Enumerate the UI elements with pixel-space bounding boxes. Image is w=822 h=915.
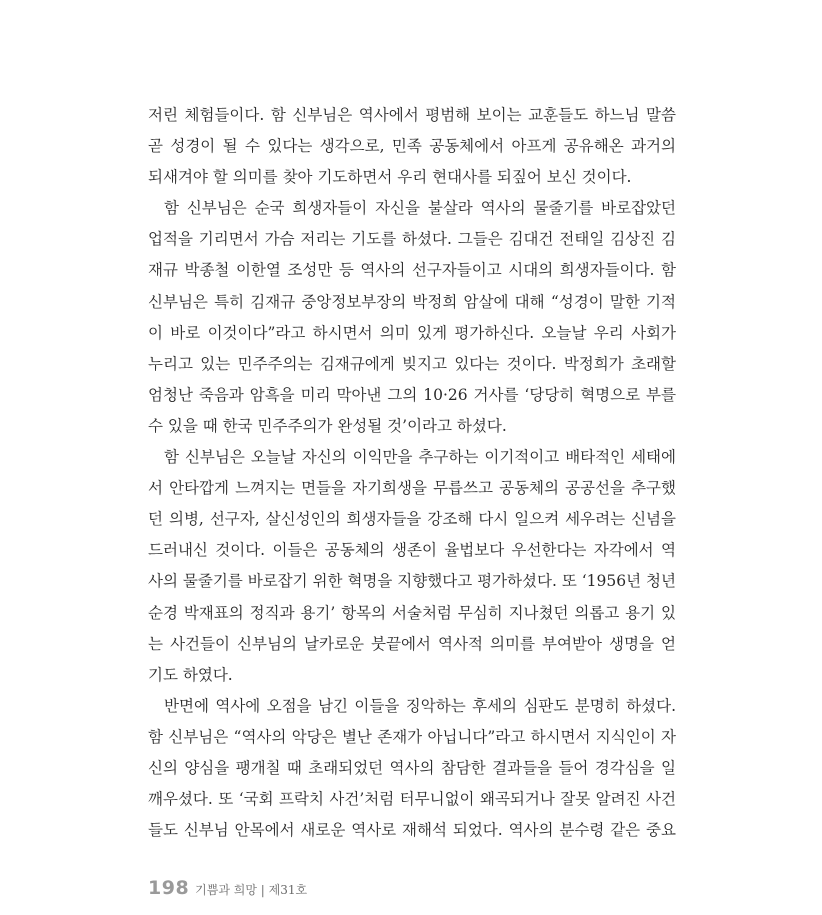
text-line: 함 신부님은 “역사의 악당은 별난 존재가 아닙니다”라고 하시면서 지식인이 자 [148,727,676,746]
body-text [148,100,676,846]
text-line: 수 있을 때 한국 민주주의가 완성될 것’이라고 하셨다. [148,416,507,435]
running-title: 기쁨과 희망 | 제31호 [195,883,308,897]
text-line: 누리고 있는 민주주의는 김재규에게 빚지고 있다는 것이다. 박정희가 초래할 [148,354,676,373]
text-line: 업적을 기리면서 가슴 저리는 기도를 하셨다. 그들은 김대건 전태일 김상진 김 [148,230,676,249]
text-line: 함 신부님은 순국 희생자들이 자신을 불살라 역사의 물줄기를 바로잡았던 [164,199,676,218]
text-line: 서 안타깝게 느껴지는 면들을 자기희생을 무릅쓰고 공동체의 공공선을 추구했 [148,479,676,498]
paragraph [148,691,676,846]
text-line: 던 의병, 선구자, 살신성인의 희생자들을 강조해 다시 일으켜 세우려는 신념을 [148,510,676,529]
text-line: 드러내신 것이다. 이들은 공동체의 생존이 율법보다 우선한다는 자각에서 역 [148,541,676,560]
page-number: 198 [148,877,190,899]
text-line: 되새겨야 할 의미를 찾아 기도하면서 우리 현대사를 되짚어 보신 것이다. [148,168,632,187]
text-line: 순경 박재표의 정직과 용기’ 항목의 서술처럼 무심히 지나쳤던 의롭고 용기 있 [148,603,676,622]
text-line: 신의 양심을 팽개칠 때 초래되었던 역사의 참담한 결과들을 들어 경각심을 일 [148,758,676,777]
page-footer [148,877,307,901]
paragraph [148,100,676,193]
text-line: 이 바로 이것이다”라고 하시면서 의미 있게 평가하신다. 오늘날 우리 사회가 [148,323,676,342]
text-line: 사의 물줄기를 바로잡기 위한 혁명을 지향했다고 평가하셨다. 또 ‘1956년 청년 [148,572,676,591]
text-line: 곧 성경이 될 수 있다는 생각으로, 민족 공동체에서 아프게 공유해온 과거의 [148,137,676,156]
text-line: 기도 하였다. [148,665,233,684]
text-line: 깨우셨다. 또 ‘국회 프락치 사건’처럼 터무니없이 왜곡되거나 잘못 알려진 사건 [148,790,676,809]
paragraph [148,442,676,691]
text-line: 저린 체험들이다. 함 신부님은 역사에서 평범해 보이는 교훈들도 하느님 말씀 [148,106,676,124]
text-line: 신부님은 특히 김재규 중앙정보부장의 박정희 암살에 대해 “성경이 말한 기적 [148,292,676,311]
text-line: 엄청난 죽음과 암흑을 미리 막아낸 그의 10·26 거사를 ‘당당히 혁명으로 부를 [148,385,676,404]
text-line: 재규 박종철 이한열 조성만 등 역사의 선구자들이고 시대의 희생자들이다. 함 [148,261,676,280]
text-line: 반면에 역사에 오점을 남긴 이들을 징악하는 후세의 심판도 분명히 하셨다. [164,696,676,715]
paragraph [148,193,676,442]
text-line: 는 사건들이 신부님의 날카로운 붓끝에서 역사적 의미를 부여받아 생명을 얻 [148,634,676,653]
text-line: 함 신부님은 오늘날 자신의 이익만을 추구하는 이기적이고 배타적인 세태에 [164,448,676,467]
text-line: 들도 신부님 안목에서 새로운 역사로 재해석 되었다. 역사의 분수령 같은 중요 [148,821,676,840]
